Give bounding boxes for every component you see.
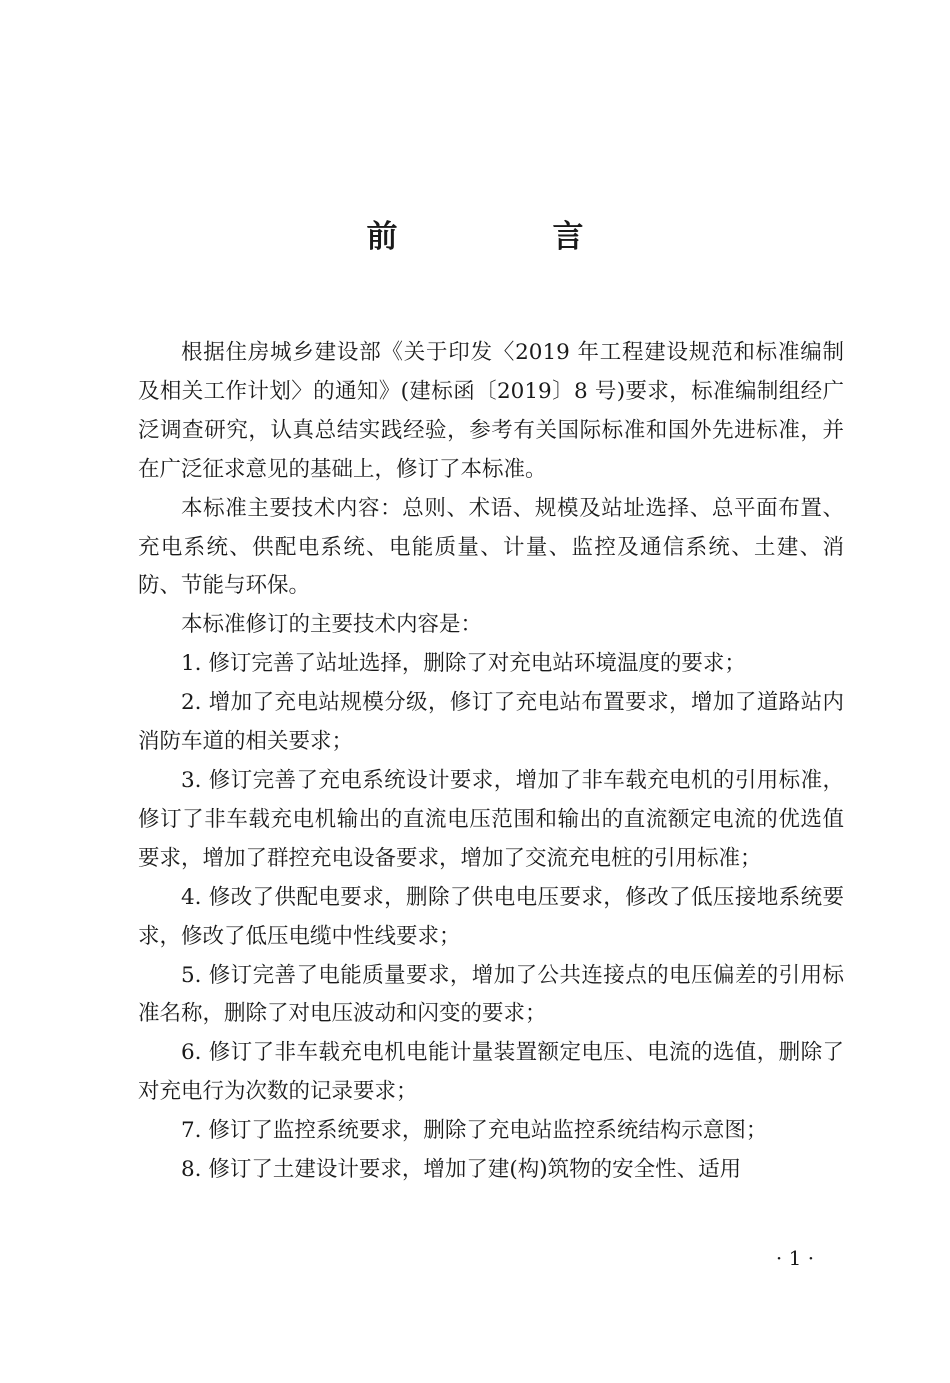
body-text — [138, 334, 844, 1190]
list-item-revision-1: 1. 修订完善了站址选择，删除了对充电站环境温度的要求； — [181, 651, 746, 677]
list-item-revision-6: 6. 修订了非车载充电机电能计量装置额定电压、电流的选值，删除了对充电行为次数的记录要求； — [138, 1040, 844, 1105]
page-number: · 1 · — [775, 1246, 815, 1270]
page-title: 前 言 — [366, 219, 646, 255]
list-item-revision-2: 2. 增加了充电站规模分级，修订了充电站布置要求，增加了道路站内消防车道的相关要求； — [138, 690, 844, 755]
list-item-revision-4: 4. 修改了供配电要求，删除了供电电压要求，修改了低压接地系统要求，修改了低压电缆中性线要求； — [138, 884, 844, 949]
list-item-revision-8: 8. 修订了土建设计要求，增加了建(构)筑物的安全性、适用 — [181, 1157, 742, 1183]
paragraph-main-contents: 本标准主要技术内容：总则、术语、规模及站址选择、总平面布置、充电系统、供配电系统、电能质量、计量、监控及通信系统、土建、消防、节能与环保。 — [138, 495, 844, 599]
paragraph-basis: 根据住房城乡建设部《关于印发〈2019 年工程建设规范和标准编制及相关工作计划〉的通知》(建标函〔2019〕8 号)要求，标准编制组经广泛调查研究，认真总结实践经验，参考有关国际标准和国外先进标准，并在广泛征求意见的基础上，修订了本标准。 — [138, 340, 844, 482]
list-item-revision-7: 7. 修订了监控系统要求，删除了充电站监控系统结构示意图； — [181, 1118, 768, 1144]
list-item-revision-5: 5. 修订完善了电能质量要求，增加了公共连接点的电压偏差的引用标准名称，删除了对电压波动和闪变的要求； — [138, 962, 844, 1027]
list-item-revision-3: 3. 修订完善了充电系统设计要求，增加了非车载充电机的引用标准，修订了非车载充电机输出的直流电压范围和输出的直流额定电流的优选值要求，增加了群控充电设备要求，增加了交流充电桩的引用标准； — [138, 767, 844, 871]
paragraph-revision-intro: 本标准修订的主要技术内容是： — [181, 612, 483, 638]
